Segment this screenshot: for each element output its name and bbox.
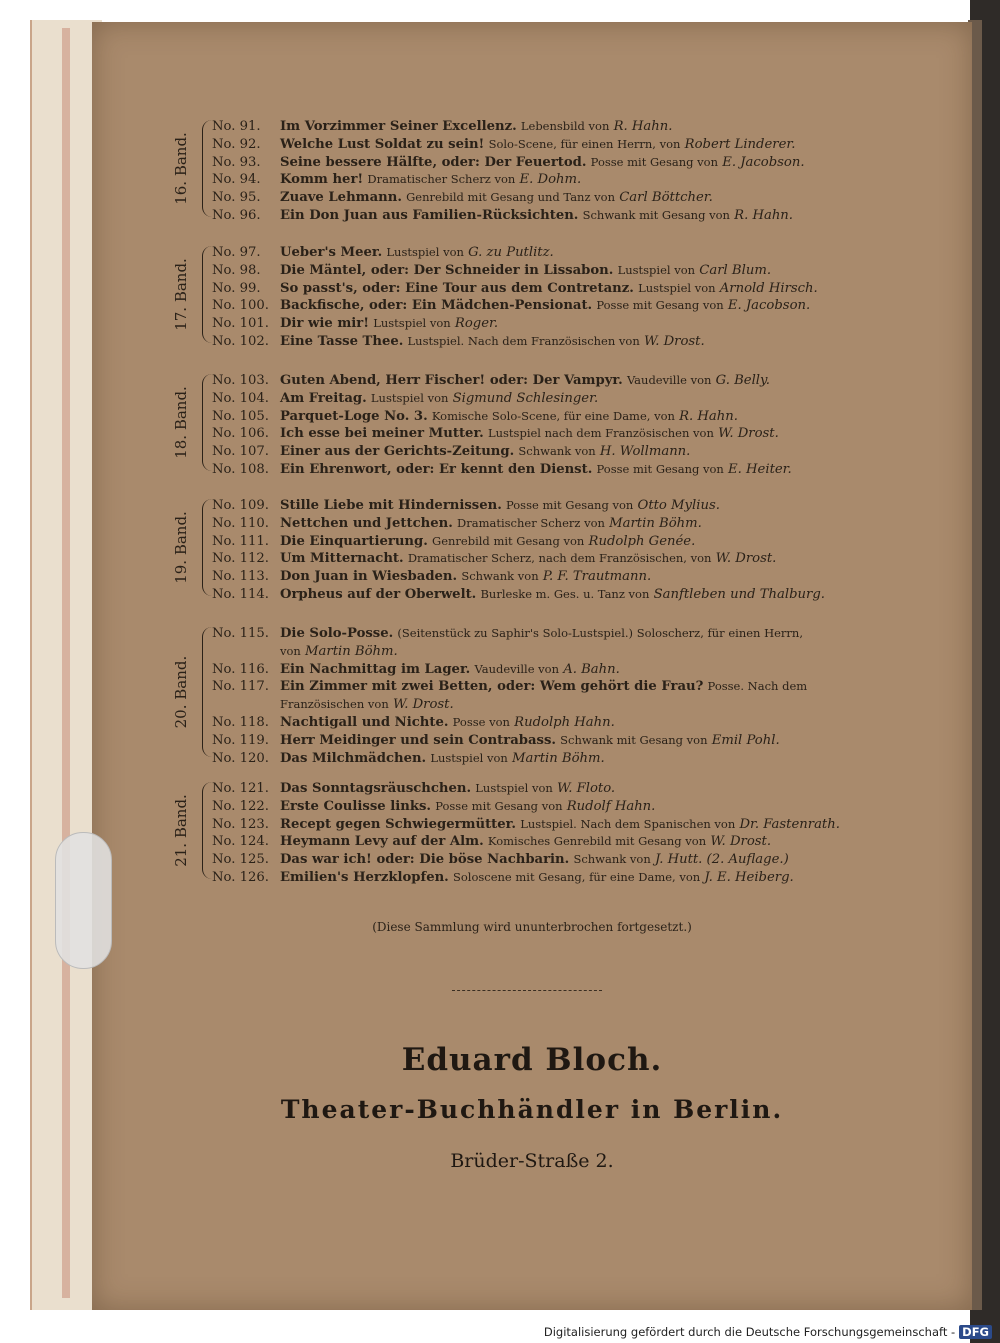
entry-number: No. 92. [212, 136, 261, 152]
entry-description: Lustspiel von [617, 262, 696, 277]
catalog-entry [212, 798, 952, 816]
entry-list [212, 497, 952, 604]
entry-number: No. 108. [212, 461, 269, 477]
catalog-entry [212, 714, 952, 732]
entry-author: Martin Böhm. [512, 750, 605, 766]
entry-description: Posse mit Gesang von [590, 154, 718, 169]
entry-description: Genrebild mit Gesang und Tanz von [406, 190, 616, 205]
series-note: (Diese Sammlung wird ununterbrochen fortgesetzt.) [372, 920, 692, 934]
entry-description: Lustspiel von [430, 750, 508, 765]
entry-author: Dr. Fastenrath. [739, 816, 840, 832]
entry-title: Zuave Lehmann. [280, 190, 402, 206]
entry-list [212, 118, 952, 225]
catalog-entry [212, 833, 952, 851]
entry-number: No. 115. [212, 626, 269, 641]
entry-description: Burleske m. Ges. u. Tanz von [480, 586, 650, 601]
entry-number: No. 118. [212, 714, 269, 730]
entry-title: Komm her! [280, 172, 364, 188]
band-label: 16. Band. [172, 132, 190, 205]
entry-title: Ich esse bei meiner Mutter. [280, 426, 484, 442]
entry-author: W. Drost. [643, 333, 705, 349]
catalog-entry [212, 750, 952, 768]
catalog-entry [212, 280, 952, 298]
entry-description: Posse mit Gesang von [596, 461, 724, 476]
entry-description: Dramatischer Scherz, nach dem Französischen, von [407, 551, 712, 566]
catalog-entry [212, 136, 952, 154]
band-label: 19. Band. [172, 511, 190, 584]
entry-title: Don Juan in Wiesbaden. [280, 569, 458, 585]
entry-author: Roger. [454, 316, 499, 332]
entry-number: No. 94. [212, 172, 261, 188]
band-group [172, 118, 952, 223]
entry-author: Sigmund Schlesinger. [452, 390, 599, 406]
book-page-edge-stripe [62, 28, 70, 1298]
entry-title: Das Sonntagsräuschchen. [280, 781, 472, 796]
entry-description: Lustspiel nach dem Französischen von [487, 426, 714, 441]
entry-number: No. 116. [212, 661, 269, 677]
entry-author: E. Heiter. [728, 461, 792, 477]
entry-title: Einer aus der Gerichts-Zeitung. [280, 444, 515, 460]
entry-author: Emil Pohl. [711, 732, 780, 748]
entry-description: Dramatischer Scherz von [457, 515, 605, 530]
entry-title: Erste Coulisse links. [280, 798, 431, 814]
catalog-entry [212, 461, 952, 479]
entry-title: Welche Lust Soldat zu sein! [280, 136, 485, 152]
entry-title: Dir wie mir! [280, 316, 370, 332]
entry-list [212, 625, 952, 767]
entry-author: P. F. Trautmann. [542, 569, 652, 585]
entry-author: Rudolf Hahn. [566, 798, 656, 814]
catalog-entry [212, 497, 952, 515]
entry-author: Carl Blum. [699, 262, 772, 278]
entry-author: H. Wollmann. [599, 444, 691, 460]
entry-author: E. Jacobson. [727, 298, 811, 314]
entry-title: Emilien's Herzklopfen. [280, 869, 449, 885]
catalog-entry [212, 262, 952, 280]
entry-number: No. 100. [212, 298, 269, 314]
entry-author: Rudolph Genée. [588, 533, 696, 549]
catalog-entry [212, 207, 952, 225]
entry-description: Lebensbild von [520, 119, 610, 133]
catalog-entry [212, 171, 952, 189]
entry-description: Soloscene mit Gesang, für eine Dame, von [452, 869, 701, 884]
band-group [172, 497, 952, 602]
entry-continuation [212, 696, 952, 714]
entry-author: J. E. Heiberg. [704, 869, 794, 885]
entry-title: Ueber's Meer. [280, 245, 383, 260]
footer-text: Digitalisierung gefördert durch die Deutsche Forschungsgemeinschaft - [543, 1325, 956, 1339]
catalog-entry [212, 780, 952, 798]
entry-description: Vaudeville von [474, 661, 559, 676]
entry-author: E. Jacobson. [722, 154, 805, 170]
entry-title: Das Milchmädchen. [280, 750, 427, 766]
entry-title: Nachtigall und Nichte. [280, 714, 449, 730]
entry-author: G. zu Putlitz. [468, 245, 554, 260]
catalog-entry [212, 390, 952, 408]
catalog-entry [212, 550, 952, 568]
entry-author: R. Hahn. [679, 408, 738, 424]
catalog-entry [212, 869, 952, 887]
catalog-entry [212, 189, 952, 207]
catalog-entry [212, 333, 952, 351]
entry-number: No. 106. [212, 426, 269, 442]
entry-number: No. 122. [212, 798, 269, 814]
entry-title: Guten Abend, Herr Fischer! oder: Der Vampyr. [280, 373, 623, 388]
entry-title: Ein Don Juan aus Familien-Rücksichten. [280, 207, 579, 223]
entry-number: No. 110. [212, 515, 269, 531]
entry-author: W. Drost. [392, 697, 454, 713]
entry-author: J. Hutt. (2. Auflage.) [654, 852, 789, 868]
entry-title: Recept gegen Schwiegermütter. [280, 816, 516, 832]
catalog-entry [212, 118, 952, 136]
catalog-entry [212, 425, 952, 443]
entry-author: Martin Böhm. [609, 515, 702, 531]
entry-author: R. Hahn. [613, 119, 673, 134]
digitization-footer [544, 1325, 992, 1339]
entry-continuation [212, 643, 952, 661]
catalog-entry [212, 732, 952, 750]
catalog-entry [212, 678, 952, 696]
entry-title: Ein Zimmer mit zwei Betten, oder: Wem gehört die Frau? [280, 679, 704, 695]
entry-number: No. 123. [212, 816, 269, 832]
entry-title: Um Mitternacht. [280, 551, 404, 567]
entry-number: No. 120. [212, 750, 269, 766]
entry-title: Die Solo-Posse. [280, 626, 394, 641]
band-group [172, 780, 952, 885]
entry-author: Arnold Hirsch. [719, 280, 818, 296]
entry-number: No. 105. [212, 408, 269, 424]
entry-description: Solo-Scene, für einen Herrn, von [488, 136, 681, 151]
entry-number: No. 102. [212, 333, 269, 349]
catalog-entry [212, 244, 952, 262]
catalog-entry [212, 586, 952, 604]
entry-description: Schwank mit Gesang von [560, 732, 708, 747]
entry-title: So passt's, oder: Eine Tour aus dem Contretanz. [280, 280, 634, 296]
entry-title: Orpheus auf der Oberwelt. [280, 586, 477, 602]
entry-description: Lustspiel. Nach dem Spanischen von [520, 816, 736, 831]
entry-number: No. 113. [212, 569, 269, 585]
entry-author: W. Drost. [710, 834, 772, 850]
entry-description: Posse mit Gesang von [505, 498, 634, 512]
entry-description: Vaudeville von [626, 373, 712, 387]
entry-description: Posse von [452, 714, 510, 729]
entry-number: No. 126. [212, 869, 269, 885]
entry-author: W. Drost. [715, 551, 777, 567]
entry-author: W. Drost. [718, 426, 779, 442]
entry-author: A. Bahn. [563, 661, 620, 677]
entry-author: W. Floto. [556, 781, 616, 796]
entry-author: Martin Böhm. [305, 643, 398, 659]
entry-title: Im Vorzimmer Seiner Excellenz. [280, 119, 517, 134]
band-label: 18. Band. [172, 386, 190, 459]
entry-description: Posse. Nach dem [707, 679, 808, 694]
catalog-entry [212, 661, 952, 679]
entry-number: No. 96. [212, 207, 261, 223]
entry-number: No. 97. [212, 245, 261, 260]
entry-number: No. 99. [212, 280, 261, 296]
entry-number: No. 103. [212, 373, 269, 388]
entry-description: Lustspiel von [386, 245, 464, 259]
entry-author: Robert Linderer. [684, 136, 796, 152]
entry-title: Das war ich! oder: Die böse Nachbarin. [280, 852, 570, 868]
entry-author: Carl Böttcher. [619, 190, 713, 206]
catalog-entry [212, 154, 952, 172]
page-clip [55, 832, 112, 969]
entry-number: No. 114. [212, 586, 269, 602]
entry-description: (Seitenstück zu Saphir's Solo-Lustspiel.) Soloscherz, für einen Herrn, [397, 626, 803, 640]
catalog-entry [212, 625, 952, 643]
entry-number: No. 101. [212, 316, 269, 332]
band-group [172, 244, 952, 349]
entry-author: Sanftleben und Thalburg. [653, 586, 825, 602]
catalog-entry [212, 533, 952, 551]
entry-title: Eine Tasse Thee. [280, 333, 404, 349]
entry-number: No. 111. [212, 533, 269, 549]
entry-number: No. 104. [212, 390, 269, 406]
entry-number: No. 125. [212, 852, 269, 868]
entry-description-cont: von [280, 643, 301, 658]
entry-description: Schwank mit Gesang von [582, 207, 730, 222]
entry-title: Ein Ehrenwort, oder: Er kennt den Dienst. [280, 461, 593, 477]
entry-number: No. 117. [212, 679, 269, 695]
catalog-entry [212, 408, 952, 426]
entry-list [212, 780, 952, 887]
entry-description: Genrebild mit Gesang von [432, 533, 585, 548]
catalog-entry [212, 297, 952, 315]
entry-number: No. 107. [212, 444, 269, 460]
entry-number: No. 124. [212, 834, 269, 850]
entry-description: Lustspiel von [373, 316, 451, 331]
entry-author: E. Dohm. [519, 172, 582, 188]
entry-description: Schwank von [461, 569, 539, 584]
catalog-entry [212, 515, 952, 533]
catalog-entry [212, 851, 952, 869]
entry-author: Otto Mylius. [637, 498, 720, 513]
entry-description: Lustspiel von [638, 280, 716, 295]
band-group [172, 372, 952, 477]
entry-number: No. 121. [212, 781, 269, 796]
entry-title: Backfische, oder: Ein Mädchen-Pensionat. [280, 298, 593, 314]
catalog-entry-continuation [212, 696, 952, 714]
entry-description: Dramatischer Scherz von [367, 172, 516, 187]
entry-title: Nettchen und Jettchen. [280, 515, 453, 531]
band-label: 20. Band. [172, 655, 190, 729]
catalog-entry [212, 816, 952, 834]
entry-number: No. 98. [212, 262, 261, 278]
publisher-name: Eduard Bloch. [401, 1042, 663, 1078]
entry-number: No. 93. [212, 154, 261, 170]
band-label: 17. Band. [172, 258, 190, 331]
entry-number: No. 91. [212, 119, 261, 134]
entry-description: Komisches Genrebild mit Gesang von [487, 834, 707, 849]
catalog-entry [212, 568, 952, 586]
publisher-trade-line: Theater-Buchhändler in Berlin. [280, 1095, 784, 1124]
entry-title: Die Mäntel, oder: Der Schneider in Lissabon. [280, 262, 614, 278]
catalog-entry-continuation [212, 643, 952, 661]
entry-title: Ein Nachmittag im Lager. [280, 661, 471, 677]
entry-author: G. Belly. [715, 373, 770, 388]
band-group [172, 625, 952, 766]
entry-title: Heymann Levy auf der Alm. [280, 834, 484, 850]
catalog-entry [212, 315, 952, 333]
entry-number: No. 112. [212, 551, 269, 567]
entry-author: Rudolph Hahn. [514, 714, 615, 730]
entry-title: Am Freitag. [280, 390, 367, 406]
entry-list [212, 372, 952, 479]
entry-description-cont: Französischen von [280, 697, 389, 712]
entry-number: No. 119. [212, 732, 269, 748]
entry-description: Posse mit Gesang von [435, 798, 563, 813]
dfg-logo: DFG [959, 1325, 992, 1339]
entry-list [212, 244, 952, 351]
entry-author: R. Hahn. [734, 207, 793, 223]
entry-title: Parquet-Loge No. 3. [280, 408, 428, 424]
entry-description: Lustspiel von [370, 390, 449, 405]
ornamental-rule [452, 990, 602, 991]
entry-title: Herr Meidinger und sein Contrabass. [280, 732, 556, 748]
publisher-address: Brüder-Straße 2. [450, 1150, 614, 1172]
entry-number: No. 95. [212, 190, 261, 206]
entry-description: Lustspiel. Nach dem Französischen von [407, 333, 640, 348]
entry-title: Seine bessere Hälfte, oder: Der Feuertod. [280, 154, 587, 170]
entry-title: Stille Liebe mit Hindernissen. [280, 498, 502, 513]
entry-description: Schwank von [518, 444, 596, 459]
entry-number: No. 109. [212, 498, 269, 513]
entry-description: Posse mit Gesang von [596, 298, 724, 313]
entry-description: Komische Solo-Scene, für eine Dame, von [431, 408, 675, 423]
catalog-entry [212, 443, 952, 461]
entry-description: Lustspiel von [475, 781, 553, 795]
entry-description: Schwank von [573, 852, 651, 867]
catalog-entry [212, 372, 952, 390]
entry-title: Die Einquartierung. [280, 533, 428, 549]
band-label: 21. Band. [172, 794, 190, 867]
catalog-page [92, 22, 972, 1310]
